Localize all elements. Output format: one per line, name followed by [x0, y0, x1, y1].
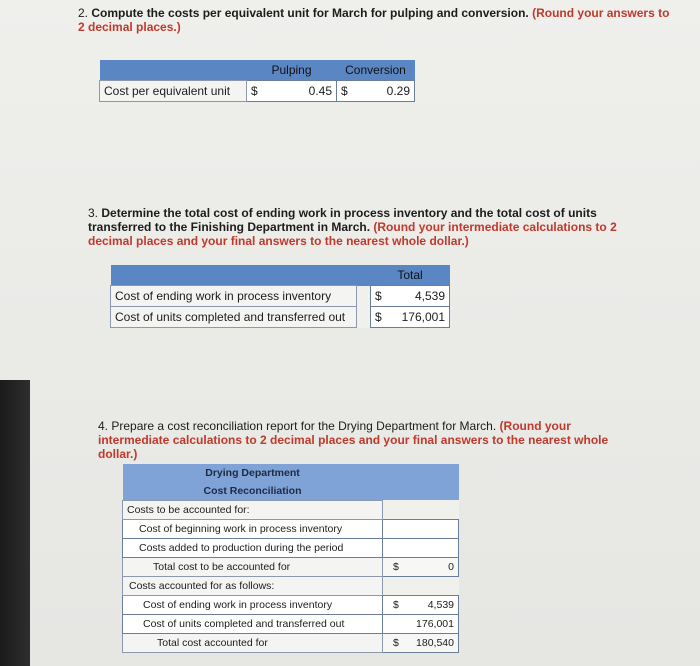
q3-text: Determine the total cost of ending work in process inventory and the total cost of units transferred to the Finishing Department in March.: [88, 206, 597, 234]
total-accounted-dollar: $: [393, 636, 399, 649]
question-4: [98, 419, 638, 461]
col-conversion: Conversion: [337, 60, 415, 81]
cost-reconciliation-table: [122, 464, 459, 653]
blank-cell: [383, 500, 459, 519]
q4-text: Prepare a cost reconciliation report for the Drying Department for March.: [111, 419, 497, 433]
total-accounted-value: [383, 633, 459, 652]
header-blank: [111, 265, 357, 286]
q4-number: 4.: [98, 419, 109, 433]
ending-wip-label[interactable]: Cost of ending work in process inventory: [123, 595, 383, 614]
total-to-account-dollar: $: [393, 560, 399, 573]
gap-cell: [357, 307, 371, 328]
row-label-transferred-out: Cost of units completed and transferred out: [111, 307, 357, 328]
q2-number: 2.: [78, 6, 89, 20]
header-blank: [383, 482, 459, 500]
q2-note: (Round your answers to 2 decimal places.): [78, 6, 670, 34]
beginning-wip-label[interactable]: Cost of beginning work in process inventory: [123, 519, 383, 538]
header-blank: [383, 464, 459, 482]
total-accounted-number: 180,540: [416, 636, 454, 649]
header-blank: [100, 60, 247, 81]
section-costs-to-account: Costs to be accounted for:: [123, 500, 383, 519]
q2-text: Compute the costs per equivalent unit for March for pulping and conversion.: [91, 6, 529, 20]
ending-wip-recon-number: 4,539: [427, 598, 454, 611]
conversion-dollar: $: [337, 81, 360, 102]
ending-wip-recon-dollar: $: [393, 598, 399, 611]
question-3: [88, 206, 658, 248]
pulping-input[interactable]: 0.45: [270, 81, 337, 102]
transferred-recon-input[interactable]: 176,001: [383, 614, 459, 633]
ending-wip-input[interactable]: 4,539: [391, 286, 450, 307]
question-2: [78, 6, 678, 34]
blank-cell: [383, 576, 459, 595]
costs-added-input[interactable]: [383, 538, 459, 557]
screen-bezel: [0, 380, 30, 666]
recon-title-dept: Drying Department: [123, 464, 383, 482]
recon-title-report: Cost Reconciliation: [123, 482, 383, 500]
conversion-input[interactable]: 0.29: [360, 81, 415, 102]
total-accounted-label: Total cost accounted for: [123, 633, 383, 652]
q4-note: (Round your intermediate calculations to 2 decimal places and your final answers to the nearest whole dollar.): [98, 419, 609, 461]
col-total: Total: [371, 265, 450, 286]
q3-note: (Round your intermediate calculations to 2 decimal places and your final answers to the nearest whole dollar.): [88, 220, 617, 248]
row-label-cost-per-eu: Cost per equivalent unit: [100, 81, 247, 102]
total-to-account-label: Total cost to be accounted for: [123, 557, 383, 576]
ending-wip-recon-input[interactable]: [383, 595, 459, 614]
transferred-label[interactable]: Cost of units completed and transferred out: [123, 614, 383, 633]
beginning-wip-input[interactable]: [383, 519, 459, 538]
costs-added-label[interactable]: Costs added to production during the period: [123, 538, 383, 557]
gap-cell: [357, 286, 371, 307]
col-pulping: Pulping: [247, 60, 337, 81]
q3-number: 3.: [88, 206, 99, 220]
row-label-ending-wip: Cost of ending work in process inventory: [111, 286, 357, 307]
header-gap: [357, 265, 371, 286]
ending-wip-table: [110, 265, 450, 328]
transferred-input[interactable]: 176,001: [391, 307, 450, 328]
transferred-dollar: $: [371, 307, 392, 328]
total-to-account-number: 0: [448, 560, 454, 573]
ending-wip-dollar: $: [371, 286, 392, 307]
pulping-dollar: $: [247, 81, 270, 102]
section-costs-accounted: Costs accounted for as follows:: [123, 576, 383, 595]
cost-per-eu-table: [99, 60, 415, 102]
total-to-account-value: [383, 557, 459, 576]
